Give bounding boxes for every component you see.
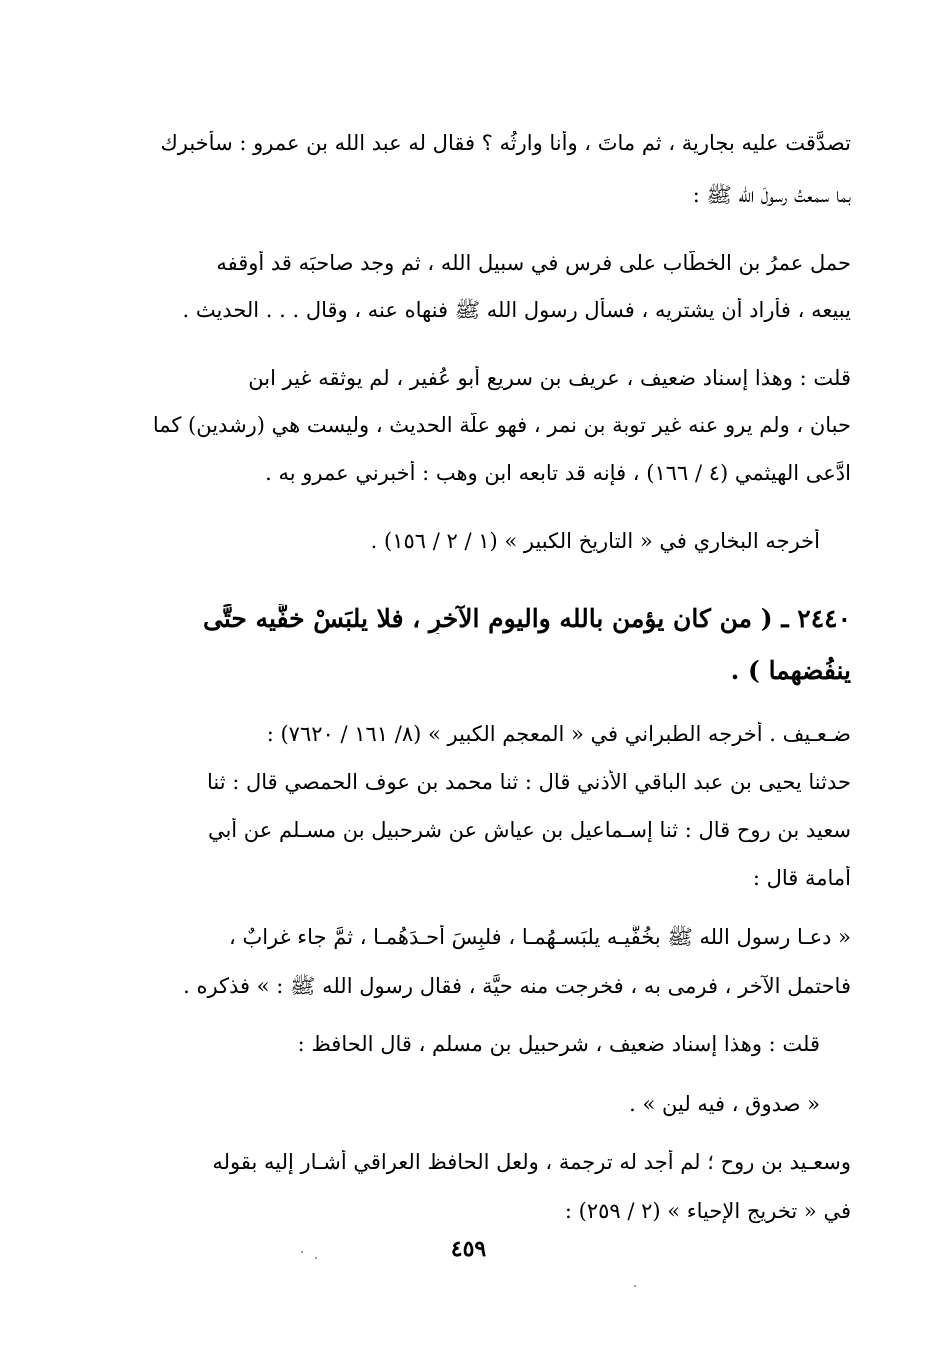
text-line: وسعـيد بن روح ؛ لم أجد له ترجمة ، ولعل الحافظ العراقي أشـار إليه بقوله: [212, 1150, 851, 1174]
scan-speck: [634, 1285, 636, 1287]
text-line: يبيعه ، فأراد أن يشتريه ، فسأل رسول الله ﷺ فنهاه عنه ، وقال . . . الحديث .: [182, 298, 851, 322]
text-line: ادَّعى الهيثمي (٤ / ١٦٦) ، فإنه قد تابعه ابن وهب : أخبرني عمرو به .: [265, 461, 851, 485]
page-number: ٤٥٩: [450, 1236, 487, 1262]
scan-speck: [301, 1251, 303, 1253]
scan-speck: [315, 1257, 317, 1259]
text-line: « دعـا رسول الله ﷺ بخُفَّيـه يلبَسـهُمـا ، فلبِسَ أحـدَهُمـا ، ثمَّ جاء غرابٌ ،: [229, 925, 851, 949]
text-line: تصدَّقت عليه بجارية ، ثم ماتَ ، وأنا وارثُه ؟ فقال له عبد الله بن عمرو : سأُخبرك: [160, 131, 851, 155]
text-line: قلت : وهذا إسناد ضعيف ، شرحبيل بن مسلم ، قال الحافظ :: [297, 1032, 820, 1056]
text-line: حمل عمرُ بن الخطَّاب على فرسٍ في سبيل الله ، ثم وجد صاحبَه قد أوقفه: [216, 251, 851, 275]
text-line: أخرجه البخاري في « التاريخ الكبير » (١ / ٢ / ١٥٦) .: [370, 529, 820, 553]
text-line: أُمامة قال :: [752, 866, 851, 890]
text-line: في « تخريج الإحياء » (٢ / ٢٥٩) :: [564, 1199, 851, 1223]
text-line: « صدوق ، فيه لين » .: [629, 1092, 820, 1116]
text-line: قلت : وهذا إسناد ضعيف ، عريف بن سريع أبو عُفير ، لم يوثقه غير ابن: [248, 366, 851, 390]
text-line: سعيد بن روح قال : ثنا إسـماعيل بن عياش عن شرحبيل بن مسـلم عن أبي: [207, 818, 851, 842]
text-line: حبان ، ولم يرو عنه غير توبة بن نمر ، فهو علّة الحديث ، وليست هي (رشدين) كما: [152, 413, 851, 437]
hadith-heading: ٢٤٤٠ ـ ( من كان يؤمن بالله واليومِ الآخرِ ، فلا يلبَسْ خفَّيه حتَّى: [203, 604, 851, 633]
text-line: ضـعـيف . أخرجه الطبراني في « المعجم الكبير » (٨/ ١٦١ / ٧٦٢٠) :: [266, 722, 851, 746]
text-line: بما سمعتُ رسولَ الله ﷺ :: [692, 183, 851, 207]
hadith-heading: ينفُضهما ) .: [730, 656, 851, 685]
text-line: حدثنا يحيى بن عبد الباقي الأذني قال : ثنا محمد بن عوف الحمصي قال : ثنا: [207, 770, 851, 794]
text-line: فاحتمل الآخر ، فرمى به ، فخرجت منه حيَّة ، فقال رسول الله ﷺ : » فذكره .: [183, 974, 851, 998]
